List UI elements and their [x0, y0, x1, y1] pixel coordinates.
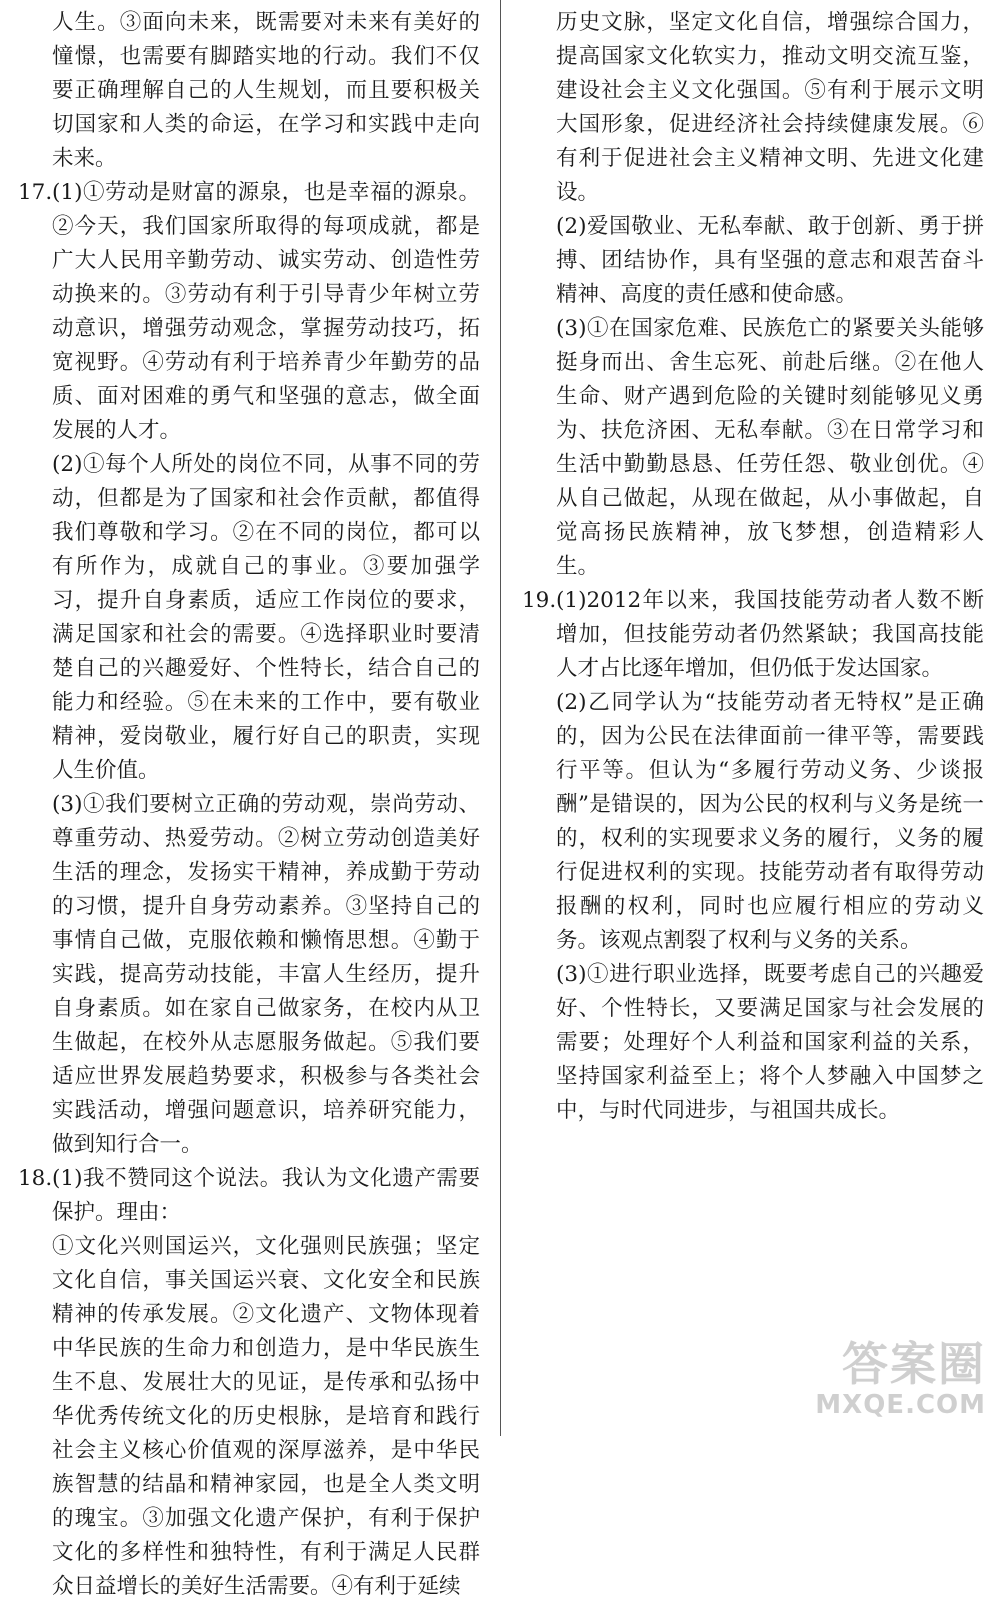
q19-part-2: (2)乙同学认为“技能劳动者无特权”是正确的，因为公民在法律面前一律平等，需要践行平等。但认为“多履行劳动义务、少谈报酬”是错误的，因为公民的权利与义务是统一的，权利的实现要求义务的履行，义务的履行促进权利的实现。技能劳动者有取得劳动报酬的权利，同时也应履行相应的劳动义务。该观点割裂了权利与义务的关系。 [556, 690, 984, 953]
q18-part-1: (1)我不赞同这个说法。我认为文化遗产需要保护。理由： [52, 1166, 480, 1225]
watermark-url: MXQE.COM [815, 1390, 986, 1420]
question-number: 17. [18, 180, 53, 205]
question-number: 19. [522, 588, 557, 613]
question-number: 18. [18, 1166, 53, 1191]
q18-continuation: 历史文脉，坚定文化自信，增强综合国力，提高国家文化软实力，推动文明交流互鉴，建设社会主义文化强国。⑤有利于展示文明大国形象，促进经济社会持续健康发展。⑥有利于促进社会主义精神文明、先进文化建设。 [556, 10, 984, 205]
watermark-logo: 答案圈 [842, 1337, 986, 1391]
left-column [18, 6, 480, 1604]
column-divider [500, 0, 501, 1436]
q18-part-3: (3)①在国家危难、民族危亡的紧要关头能够挺身而出、舍生忘死、前赴后继。②在他人生命、财产遇到危险的关键时刻能够见义勇为、扶危济困、无私奉献。③在日常学习和生活中勤勤恳恳、任劳任怨、敬业创优。④从自己做起，从现在做起，从小事做起，自觉高扬民族精神，放飞梦想，创造精彩人生。 [556, 316, 984, 579]
q18-part-1-reasons: ①文化兴则国运兴，文化强则民族强；坚定文化自信，事关国运兴衰、文化安全和民族精神的传承发展。②文化遗产、文物体现着中华民族的生命力和创造力，是中华民族生生不息、发展壮大的见证，是传承和弘扬中华优秀传统文化的历史根脉，是培育和践行社会主义核心价值观的深厚滋养，是中华民族智慧的结晶和精神家园，也是全人类文明的瑰宝。③加强文化遗产保护，有利于保护文化的多样性和独特性，有利于满足人民群众日益增长的美好生活需要。④有利于延续 [52, 1234, 480, 1599]
q19-part-1: (1)2012年以来，我国技能劳动者人数不断增加，但技能劳动者仍然紧缺；我国高技能人才占比逐年增加，但仍低于发达国家。 [556, 588, 984, 681]
watermark [796, 1338, 986, 1428]
q18-part-2: (2)爱国敬业、无私奉献、敢于创新、勇于拼搏、团结协作，具有坚强的意志和艰苦奋斗精神、高度的责任感和使命感。 [556, 214, 984, 307]
q17-part-3: (3)①我们要树立正确的劳动观，崇尚劳动、尊重劳动、热爱劳动。②树立劳动创造美好生活的理念，发扬实干精神，养成勤于劳动的习惯，提升自身劳动素养。③坚持自己的事情自己做，克服依赖和懒惰思想。④勤于实践，提高劳动技能，丰富人生经历，提升自身素质。如在家自己做家务，在校内从卫生做起，在校外从志愿服务做起。⑤我们要适应世界发展趋势要求，积极参与各类社会实践活动，增强问题意识，培养研究能力，做到知行合一。 [52, 792, 480, 1157]
q16-continuation: 人生。③面向未来，既需要对未来有美好的憧憬，也需要有脚踏实地的行动。我们不仅要正确理解自己的人生规划，而且要积极关切国家和人类的命运，在学习和实践中走向未来。 [52, 10, 480, 171]
question-19 [522, 584, 984, 1128]
q19-part-3: (3)①进行职业选择，既要考虑自己的兴趣爱好、个性特长，又要满足国家与社会发展的需要；处理好个人利益和国家利益的关系，坚持国家利益至上；将个人梦融入中国梦之中，与时代同进步，与祖国共成长。 [556, 962, 984, 1123]
question-18 [18, 1162, 480, 1604]
q17-part-1: (1)①劳动是财富的源泉，也是幸福的源泉。②今天，我们国家所取得的每项成就，都是广大人民用辛勤劳动、诚实劳动、创造性劳动换来的。③劳动有利于引导青少年树立劳动意识，增强劳动观念，掌握劳动技巧，拓宽视野。④劳动有利于培养青少年勤劳的品质、面对困难的勇气和坚强的意志，做全面发展的人才。 [52, 180, 480, 443]
right-column [522, 6, 984, 1128]
q17-part-2: (2)①每个人所处的岗位不同，从事不同的劳动，但都是为了国家和社会作贡献，都值得我们尊敬和学习。②在不同的岗位，都可以有所作为，成就自己的事业。③要加强学习，提升自身素质，适应工作岗位的要求，满足国家和社会的需要。④选择职业时要清楚自己的兴趣爱好、个性特长，结合自己的能力和经验。⑤在未来的工作中，要有敬业精神，爱岗敬业，履行好自己的职责，实现人生价值。 [52, 452, 480, 783]
question-17 [18, 176, 480, 1162]
